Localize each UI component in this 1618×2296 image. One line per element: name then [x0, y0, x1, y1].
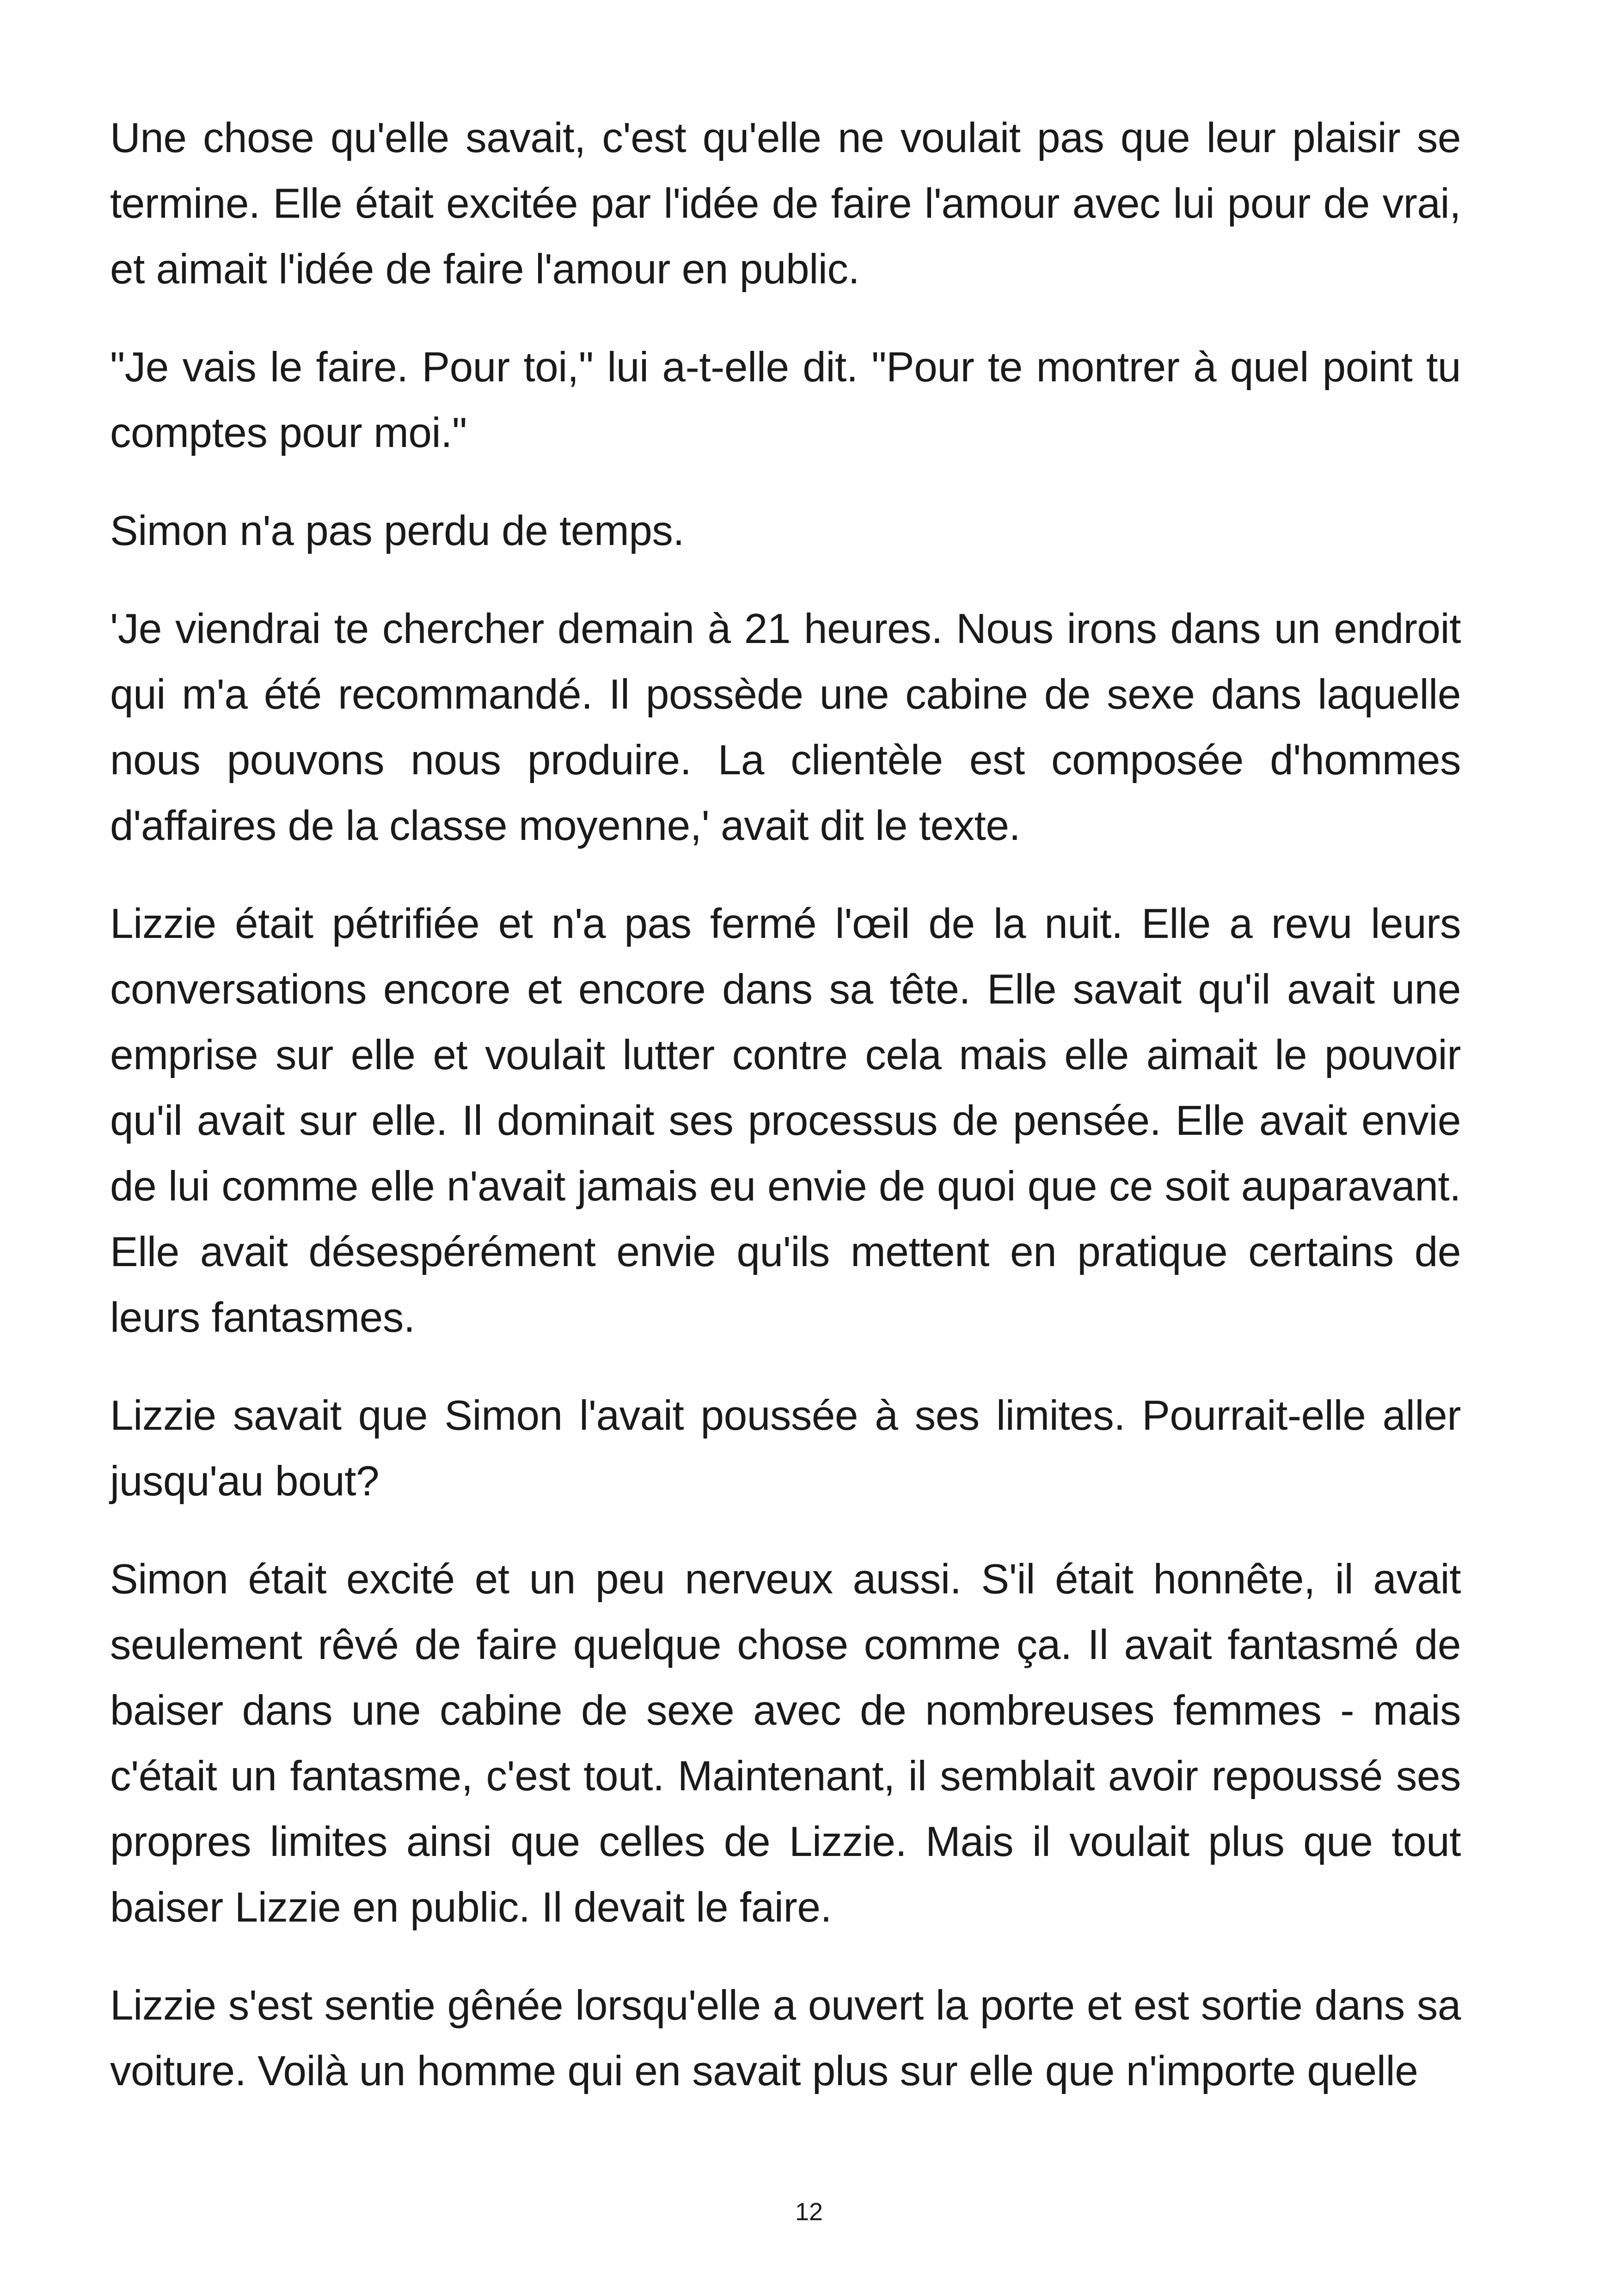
page-number: 12: [795, 2198, 823, 2226]
body-text: [110, 105, 1461, 2104]
paragraph: 'Je viendrai te chercher demain à 21 heures. Nous irons dans un endroit qui m'a été recommandé. Il possède une cabine de sexe dans laquelle nous pouvons nous produire. La clientèle est composée d'hommes d'affaires de la classe moyenne,' avait dit le texte.: [110, 606, 1461, 849]
paragraph: Lizzie savait que Simon l'avait poussée à ses limites. Pourrait-elle aller jusqu'au bout?: [110, 1392, 1461, 1505]
paragraph: Une chose qu'elle savait, c'est qu'elle ne voulait pas que leur plaisir se termine. Elle était excitée par l'idée de faire l'amour avec lui pour de vrai, et aimait l'idée de faire l'amour en public.: [110, 115, 1461, 293]
paragraph: Simon était excité et un peu nerveux aussi. S'il était honnête, il avait seulement rêvé de faire quelque chose comme ça. Il avait fantasmé de baiser dans une cabine de sexe avec de nombreuses femmes - mais c'était un fantasme, c'est tout. Maintenant, il semblait avoir repoussé ses propres limites ainsi que celles de Lizzie. Mais il voulait plus que tout baiser Lizzie en public. Il devait le faire.: [110, 1556, 1461, 1931]
paragraph: Lizzie s'est sentie gênée lorsqu'elle a ouvert la porte et est sortie dans sa voiture. Voilà un homme qui en savait plus sur elle que n'importe quelle: [110, 1982, 1461, 2094]
paragraph: "Je vais le faire. Pour toi," lui a-t-elle dit. "Pour te montrer à quel point tu comptes pour moi.": [110, 344, 1461, 456]
paragraph: Lizzie était pétrifiée et n'a pas fermé l'œil de la nuit. Elle a revu leurs conversations encore et encore dans sa tête. Elle savait qu'il avait une emprise sur elle et voulait lutter contre cela mais elle aimait le pouvoir qu'il avait sur elle. Il dominait ses processus de pensée. Elle avait envie de lui comme elle n'avait jamais eu envie de quoi que ce soit auparavant. Elle avait désespérément envie qu'ils mettent en pratique certains de leurs fantasmes.: [110, 900, 1461, 1341]
paragraph: Simon n'a pas perdu de temps.: [110, 508, 685, 554]
